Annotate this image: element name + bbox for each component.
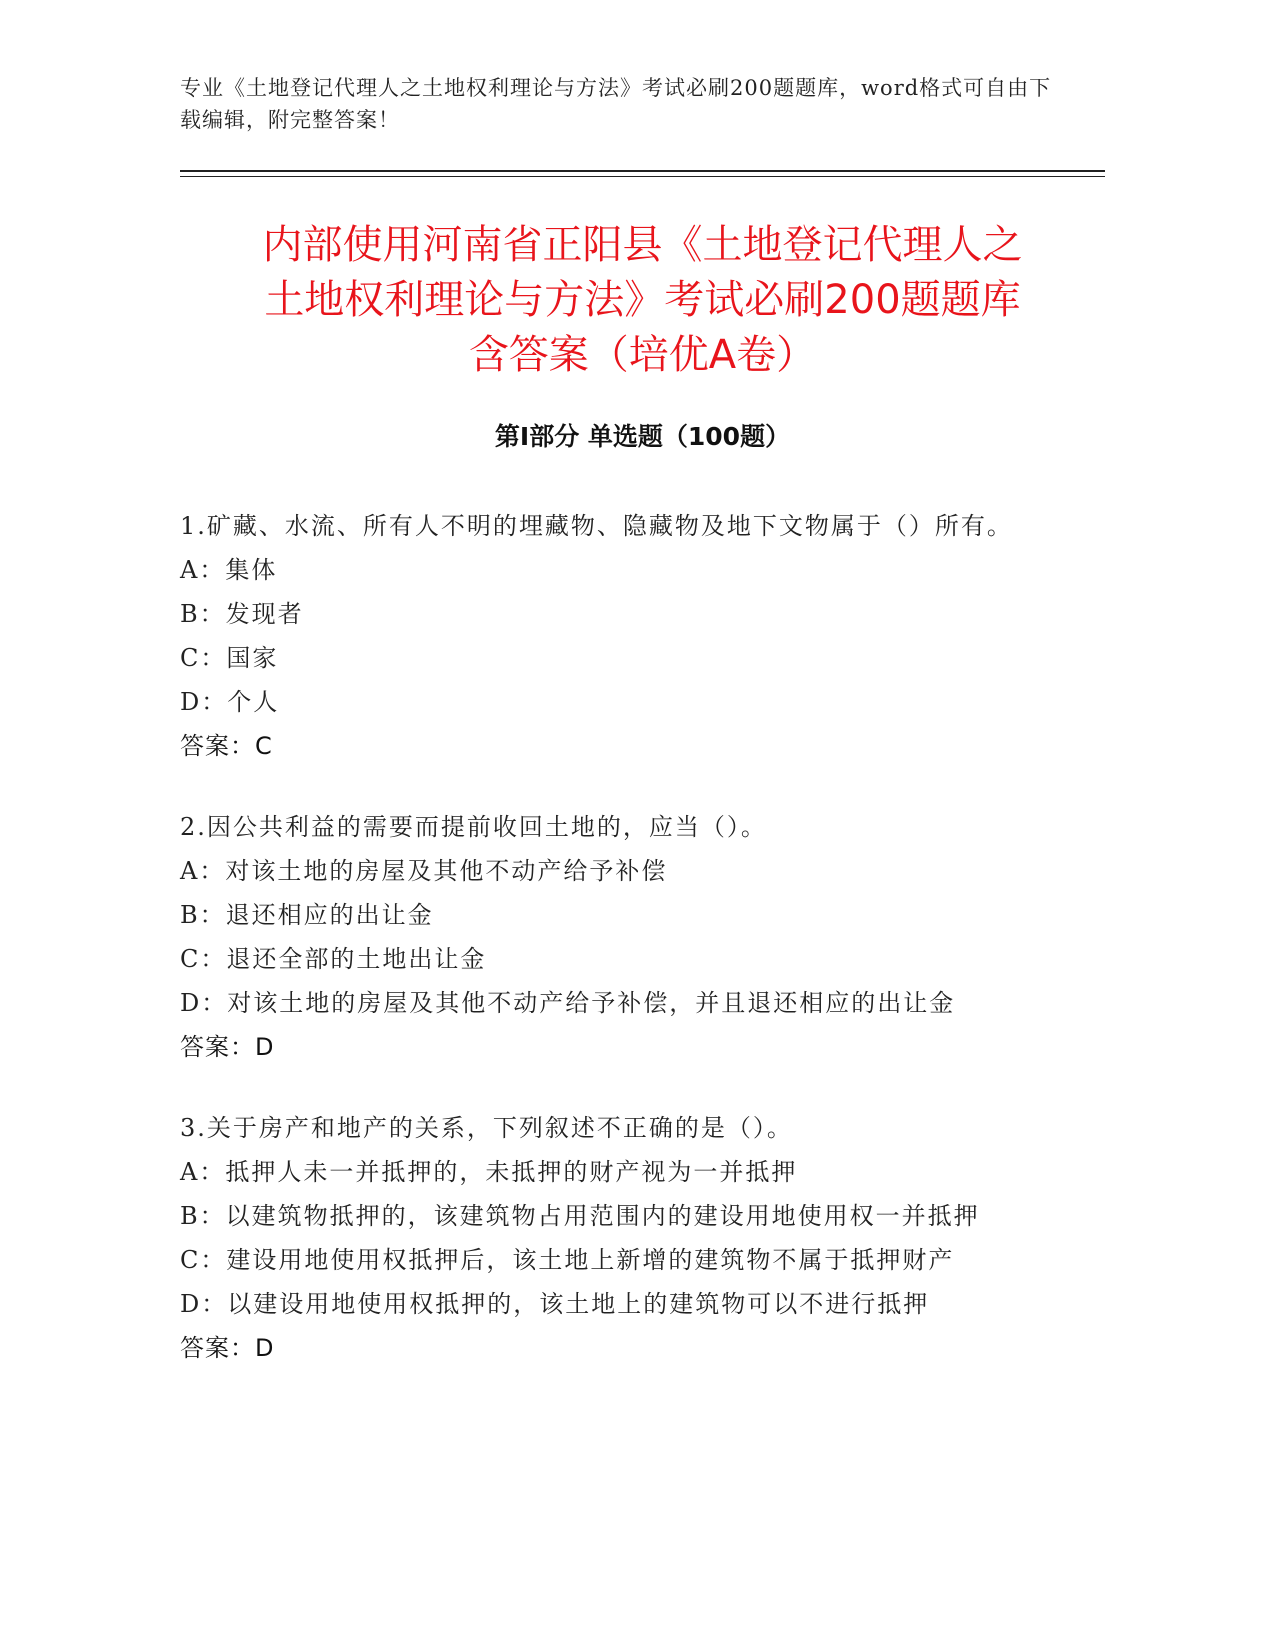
question-list — [180, 505, 1060, 1408]
title-line-2: 土地权利理论与方法》考试必刷200题题库 — [264, 277, 1021, 323]
header-rule-thick — [180, 170, 1105, 172]
question-stem: 1.矿藏、水流、所有人不明的埋藏物、隐藏物及地下文物属于（）所有。 — [180, 512, 1013, 540]
option-c: C：国家 — [180, 644, 279, 672]
question-stem: 3.关于房产和地产的关系，下列叙述不正确的是（）。 — [180, 1114, 793, 1142]
option-c: C：建设用地使用权抵押后，该土地上新增的建筑物不属于抵押财产 — [180, 1246, 955, 1274]
option-c: C：退还全部的土地出让金 — [180, 945, 487, 973]
section-heading: 第I部分 单选题（100题） — [494, 422, 791, 451]
question-2 — [180, 806, 1060, 1069]
header-note: 专业《土地登记代理人之土地权利理论与方法》考试必刷200题题库，word格式可自由下载编辑，附完整答案！ — [180, 76, 1052, 132]
option-a: A：抵押人未一并抵押的，未抵押的财产视为一并抵押 — [180, 1158, 798, 1186]
header-rule-thin — [180, 176, 1105, 177]
answer: 答案：D — [180, 1033, 275, 1061]
answer: 答案：D — [180, 1334, 275, 1362]
option-b: B：发现者 — [180, 600, 304, 628]
option-b: B：以建筑物抵押的，该建筑物占用范围内的建设用地使用权一并抵押 — [180, 1202, 980, 1230]
title-line-1: 内部使用河南省正阳县《土地登记代理人之 — [262, 222, 1023, 268]
option-a: A：对该土地的房屋及其他不动产给予补偿 — [180, 857, 668, 885]
option-d: D：对该土地的房屋及其他不动产给予补偿，并且退还相应的出让金 — [180, 989, 956, 1017]
option-d: D：个人 — [180, 688, 280, 716]
option-b: B：退还相应的出让金 — [180, 901, 434, 929]
question-stem: 2.因公共利益的需要而提前收回土地的，应当（）。 — [180, 813, 767, 841]
question-1 — [180, 505, 1060, 768]
option-a: A：集体 — [180, 556, 278, 584]
title-line-3: 含答案（培优A卷） — [468, 332, 817, 378]
option-d: D：以建设用地使用权抵押的，该土地上的建筑物可以不进行抵押 — [180, 1290, 930, 1318]
answer: 答案：C — [180, 732, 273, 760]
document-title — [180, 218, 1105, 383]
question-3 — [180, 1107, 1060, 1370]
